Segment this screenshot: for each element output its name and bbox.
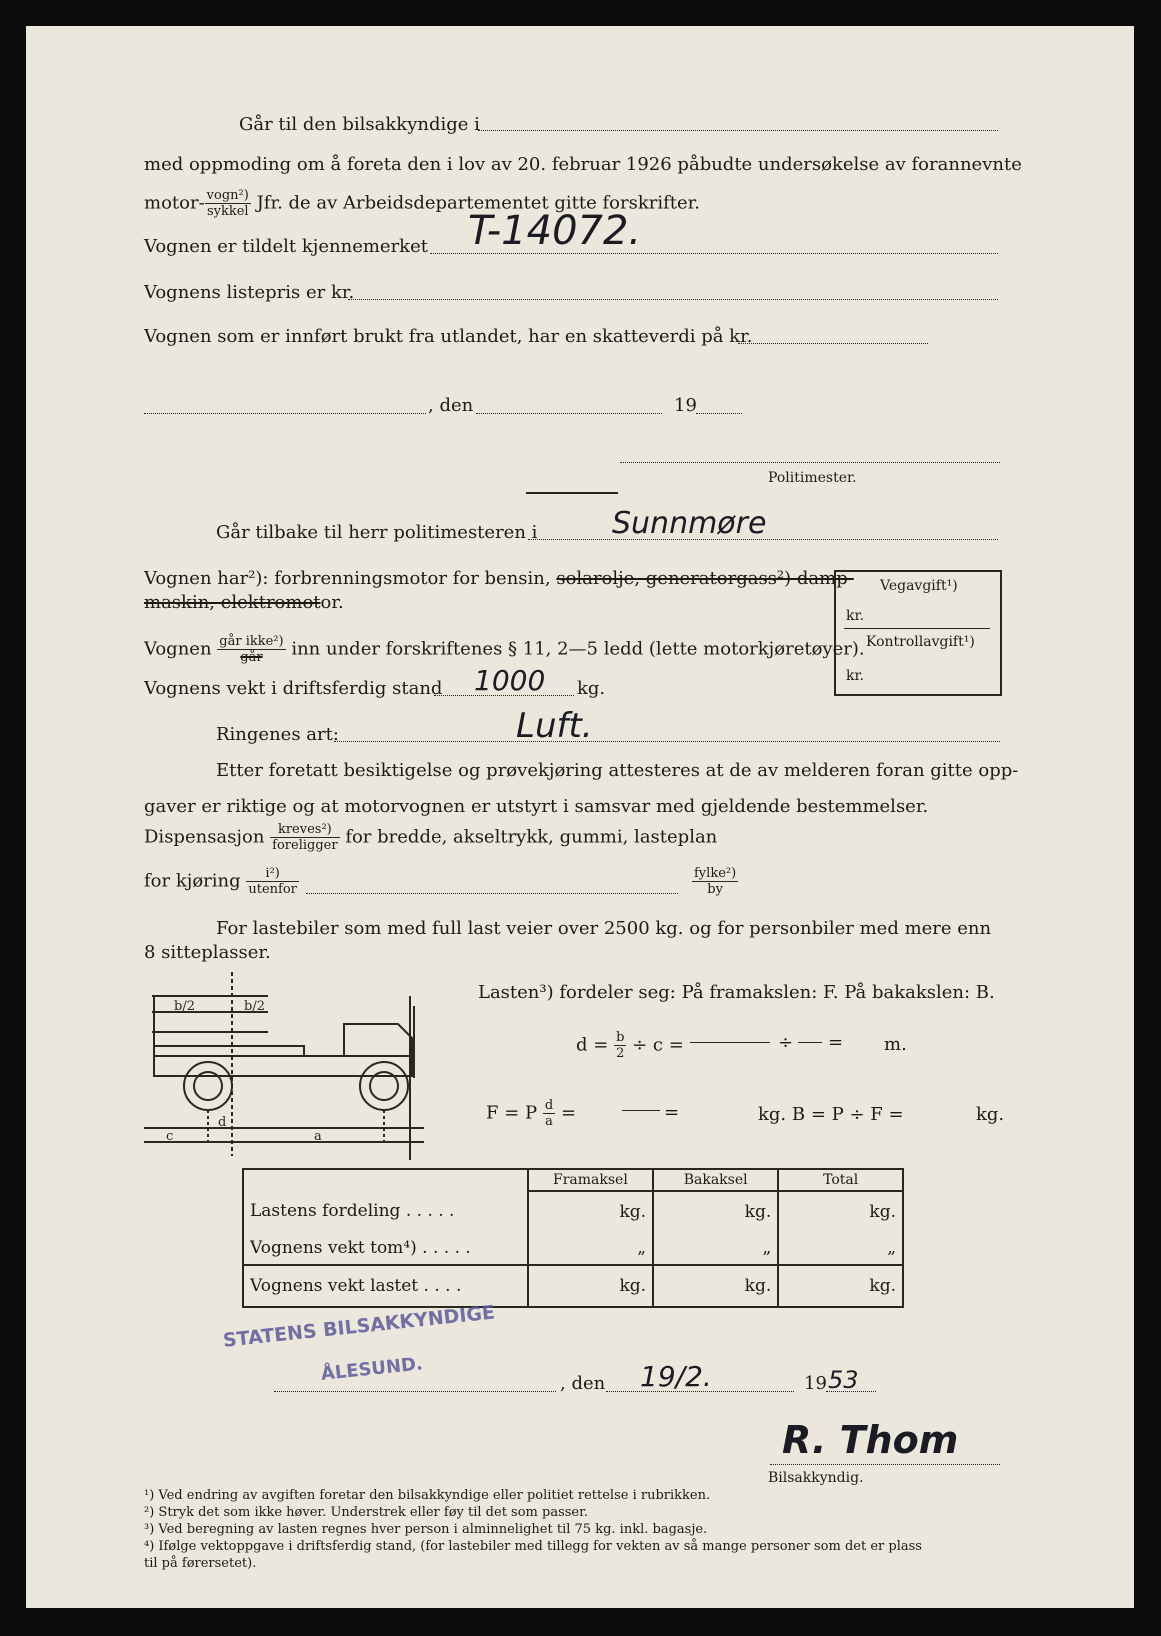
date-field-1[interactable] (476, 413, 662, 414)
table-header-row (243, 1169, 903, 1191)
motor-fraction (205, 188, 251, 219)
footnote-4: ⁴) Ifølge vektoppgave i driftsferdig stand, (for lastebiler med tillegg for vekten av så mange personer som det er plass (144, 1539, 922, 1554)
stamp-line-1: STATENS BILSAKKYNDIGE (222, 1301, 496, 1352)
engine-line-2-end: or. (320, 592, 344, 613)
d-fraction (614, 1030, 626, 1061)
driving-label: for kjøring (144, 870, 241, 892)
d-div: ÷ (778, 1032, 794, 1053)
attest-line-2: gaver er riktige og at motorvognen er utstyrt i samsvar med gjeldende bestemmelser. (144, 796, 929, 817)
light-vehicle-den: går (240, 650, 263, 665)
f-value-line[interactable] (622, 1110, 660, 1111)
goes-to-expert-label: Går til den bilsakkyndige i (239, 114, 480, 135)
light-vehicle-num: går ikke²) (219, 634, 284, 649)
engine-struck-electric: maskin, elektromot (144, 592, 321, 613)
row-unit[interactable]: kg. (528, 1191, 653, 1231)
diagram-a: a (314, 1129, 322, 1144)
fees-divider (844, 628, 990, 629)
header-framaksel: Framaksel (528, 1169, 653, 1191)
header-bakaksel: Bakaksel (653, 1169, 778, 1191)
motor-prefix: motor- (144, 192, 205, 214)
driving-num: i²) (246, 866, 299, 882)
vegavgift-label: Vegavgift¹) (880, 578, 958, 594)
d-value-line[interactable] (690, 1042, 770, 1043)
diagram-b-left: b/2 (174, 999, 195, 1014)
row-unit[interactable]: „ (528, 1231, 653, 1265)
den-label-1: , den (428, 395, 474, 416)
place-field-1[interactable] (144, 413, 426, 414)
tax-value-field[interactable] (738, 343, 928, 344)
year-prefix-1: 19 (674, 395, 697, 416)
f-eq-3: = (664, 1102, 680, 1123)
load-line: Lasten³) fordeler seg: På framakslen: F. På bakakslen: B. (478, 982, 995, 1003)
directions-text: Jfr. de av Arbeidsdepartementet gitte forskrifter. (256, 192, 701, 214)
form-page (26, 26, 1134, 1608)
tires-value-handwritten: Luft. (516, 706, 593, 746)
dispensation-den: foreligger (272, 838, 338, 853)
driving-den: utenfor (248, 882, 297, 897)
trucks-line-2: 8 sitteplasser. (144, 942, 271, 963)
kontroll-kr: kr. (846, 668, 865, 684)
footnote-4-cont: til på førersetet). (144, 1556, 257, 1571)
reg-label: Vognen er tildelt kjennemerket (144, 236, 428, 257)
year-suffix-handwritten: 53 (828, 1366, 859, 1394)
trucks-line-1: For lastebiler som med full last veier over 2500 kg. og for personbiler med mere enn (216, 918, 992, 939)
motor-sykkel: sykkel (206, 204, 249, 219)
engine-label: Vognen har²): forbrenningsmotor for bensin, (144, 568, 557, 589)
d-eq-2: = (828, 1032, 844, 1053)
load-distribution-table (242, 1168, 904, 1308)
return-value-handwritten: Sunnmøre (612, 506, 767, 541)
tires-field[interactable] (334, 741, 1000, 742)
diagram-d: d (218, 1115, 227, 1130)
table-row (243, 1231, 903, 1265)
d-value-line-2[interactable] (798, 1042, 822, 1043)
d-eq: d = (576, 1034, 609, 1056)
footnote-3: ³) Ved beregning av lasten regnes hver person i alminnelighet til 75 kg. inkl. bagasje. (144, 1522, 708, 1537)
dispensation-line (144, 822, 717, 853)
table-row (243, 1191, 903, 1231)
driving-fraction (246, 866, 299, 897)
list-price-label: Vognens listepris er kr. (144, 282, 355, 303)
weight-label: Vognens vekt i driftsferdig stand (144, 678, 443, 699)
dispensation-suffix: for bredde, akseltrykk, gummi, lasteplan (345, 826, 718, 848)
row-unit[interactable]: kg. (653, 1191, 778, 1231)
signature-label: Bilsakkyndig. (768, 1470, 864, 1486)
row-label: Vognens vekt lastet . . . . (243, 1265, 528, 1307)
f-formula (486, 1098, 576, 1129)
f-eq-2: = (560, 1102, 577, 1124)
vegavgift-kr: kr. (846, 608, 865, 624)
engine-struck-options: solarolje, generatorgass²) damp- (556, 568, 854, 589)
f-kg-end: kg. (976, 1104, 1005, 1125)
footnote-1: ¹) Ved endring av avgiften foretar den bilsakkyndige eller politiet rettelse i rubrikken. (144, 1488, 711, 1503)
expert-location-field[interactable] (478, 130, 998, 131)
tax-value-label: Vognen som er innført brukt fra utlandet, har en skatteverdi på kr. (144, 326, 753, 347)
driving-field[interactable] (306, 893, 678, 894)
driving-line (144, 866, 299, 897)
dispensation-label: Dispensasjon (144, 826, 265, 848)
den-label-2: , den (560, 1373, 606, 1394)
diagram-b-right: b/2 (244, 999, 265, 1014)
year-prefix-2: 19 (804, 1373, 827, 1394)
attest-line-1: Etter foretatt besiktigelse og prøvekjøring attesteres at de av melderen foran gitte opp- (216, 760, 1019, 781)
separator-line (526, 492, 618, 494)
weight-unit: kg. (577, 678, 606, 699)
diagram-c: c (166, 1129, 174, 1144)
engine-line-2 (144, 592, 344, 613)
driving-right (692, 866, 738, 897)
f-frac-d: d (544, 1098, 554, 1113)
driving-right-num: fylke²) (694, 866, 737, 881)
f-kg-b: kg. B = P ÷ F = (758, 1104, 904, 1125)
list-price-field[interactable] (348, 299, 998, 300)
reg-value-handwritten: T-14072. (468, 208, 642, 254)
d-formula (576, 1030, 684, 1061)
politimester-signature-field[interactable] (620, 462, 1000, 463)
d-minus-c: ÷ c = (632, 1034, 684, 1056)
row-label: Lastens fordeling . . . . . (243, 1191, 528, 1231)
row-unit[interactable]: kg. (778, 1265, 903, 1307)
table-row (243, 1265, 903, 1307)
f-eq: F = P (486, 1102, 538, 1124)
f-fraction (543, 1098, 555, 1129)
politimester-label: Politimester. (768, 470, 857, 486)
request-line: med oppmoding om å foreta den i lov av 20. februar 1926 påbudte undersøkelse av forannevnte (144, 154, 1022, 175)
engine-line-1 (144, 568, 854, 589)
dispensation-num: kreves²) (270, 822, 339, 838)
stamp-line-2: ÅLESUND. (320, 1353, 424, 1385)
date-value-handwritten: 19/2. (640, 1360, 712, 1393)
row-unit[interactable]: „ (778, 1231, 903, 1265)
d-frac-b: b (616, 1030, 625, 1045)
driving-right-den: by (707, 882, 723, 897)
tires-label: Ringenes art: (216, 724, 339, 745)
row-unit[interactable]: kg. (653, 1265, 778, 1307)
dispensation-fraction (270, 822, 339, 853)
return-label: Går tilbake til herr politimesteren i (216, 522, 538, 543)
row-unit[interactable]: kg. (528, 1265, 653, 1307)
d-frac-two: 2 (616, 1046, 625, 1061)
signature-handwritten: R. Thom (782, 1418, 959, 1462)
row-unit[interactable]: kg. (778, 1191, 903, 1231)
motor-vogn: vogn²) (206, 188, 249, 203)
signature-field[interactable] (770, 1464, 1000, 1465)
place-field-2[interactable] (274, 1391, 556, 1392)
footnote-2: ²) Stryk det som ikke høver. Understrek eller føy til det som passer. (144, 1505, 589, 1520)
table-corner (243, 1169, 528, 1191)
light-vehicle-fraction (217, 634, 285, 665)
light-vehicle-line (144, 634, 865, 665)
f-frac-a: a (545, 1114, 553, 1129)
d-unit: m. (884, 1034, 907, 1055)
header-total: Total (778, 1169, 903, 1191)
kontroll-label: Kontrollavgift¹) (866, 634, 975, 650)
row-label: Vognens vekt tom⁴) . . . . . (243, 1231, 528, 1265)
driving-right-fraction (692, 866, 738, 897)
weight-value-handwritten: 1000 (474, 664, 546, 697)
light-vehicle-suffix: inn under forskriftenes § 11, 2—5 ledd (lette motorkjøretøyer). (291, 638, 865, 660)
light-vehicle-prefix: Vognen (144, 638, 212, 660)
truck-diagram (144, 966, 434, 1160)
year-field-1[interactable] (696, 413, 742, 414)
row-unit[interactable]: „ (653, 1231, 778, 1265)
